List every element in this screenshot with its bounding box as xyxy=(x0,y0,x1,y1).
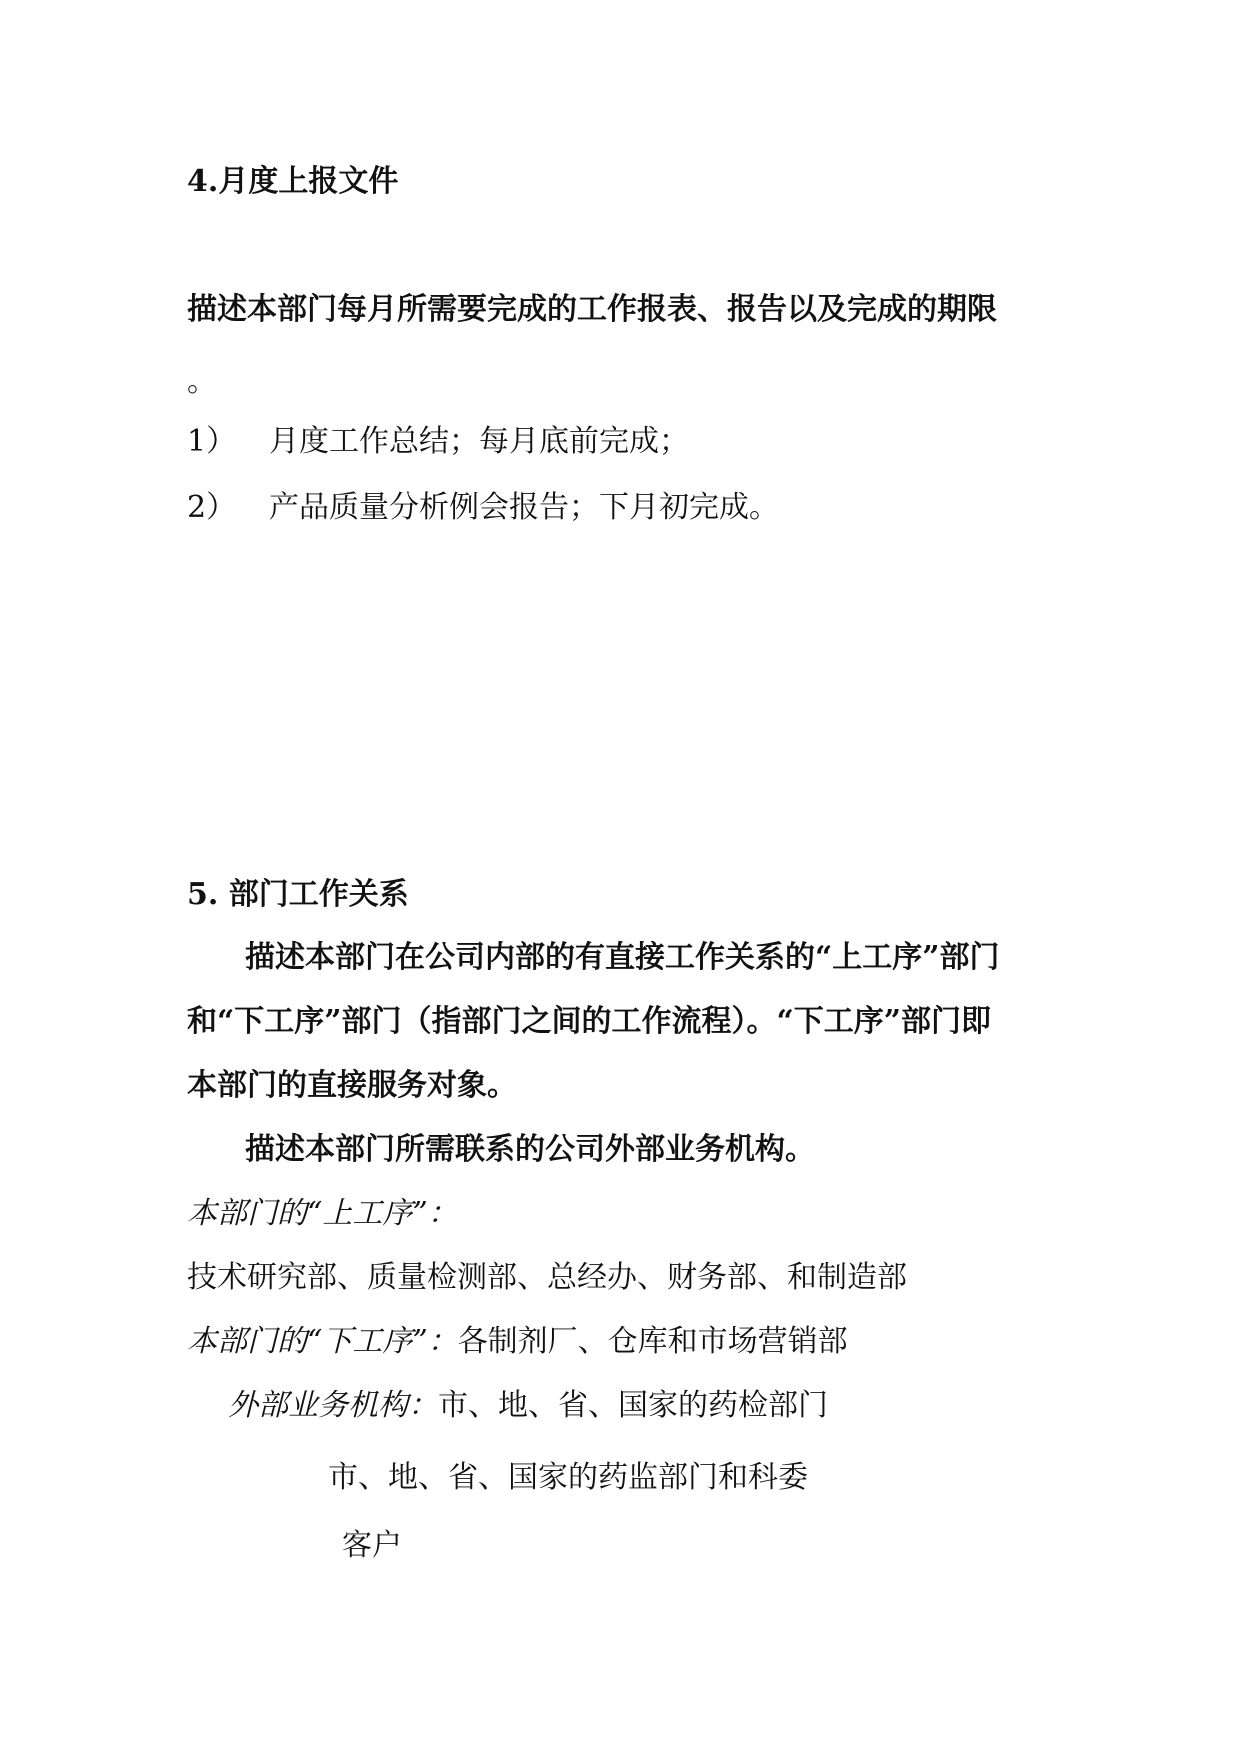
list-item-number: 1） xyxy=(187,424,237,459)
list-item xyxy=(187,422,689,462)
external-label: 外部业务机构： xyxy=(228,1388,438,1423)
section5-para1-line3: 本部门的直接服务对象。 xyxy=(187,1068,517,1103)
external-value: 市、地、省、国家的药监部门和科委 xyxy=(328,1460,808,1495)
external-row xyxy=(228,1386,828,1426)
list-item-text: 产品质量分析例会报告；下月初完成。 xyxy=(269,490,779,525)
list-item xyxy=(187,488,779,528)
downstream-value: 各制剂厂、仓库和市场营销部 xyxy=(457,1324,848,1359)
downstream-label: 本部门的“下工序”： xyxy=(187,1324,458,1359)
section5-para1-line2: 和“下工序”部门（指部门之间的工作流程）。“下工序”部门即 xyxy=(187,1004,992,1039)
upstream-label: 本部门的“上工序”： xyxy=(187,1196,458,1231)
upstream-value: 技术研究部、质量检测部、总经办、财务部、和制造部 xyxy=(187,1260,907,1295)
external-value: 客户 xyxy=(342,1528,402,1563)
list-item-text: 月度工作总结；每月底前完成； xyxy=(269,424,689,459)
downstream-row xyxy=(187,1322,848,1362)
section5-para1-line1: 描述本部门在公司内部的有直接工作关系的“上工序”部门 xyxy=(245,940,1000,975)
section4-description-end: 。 xyxy=(187,364,217,399)
section4-description: 描述本部门每月所需要完成的工作报表、报告以及完成的期限 xyxy=(187,292,997,327)
section5-para2: 描述本部门所需联系的公司外部业务机构。 xyxy=(245,1132,815,1167)
list-item-number: 2） xyxy=(187,490,237,525)
section5-heading: 5. 部门工作关系 xyxy=(187,877,409,912)
external-value: 市、地、省、国家的药检部门 xyxy=(438,1388,828,1423)
section4-heading: 4.月度上报文件 xyxy=(187,164,399,199)
